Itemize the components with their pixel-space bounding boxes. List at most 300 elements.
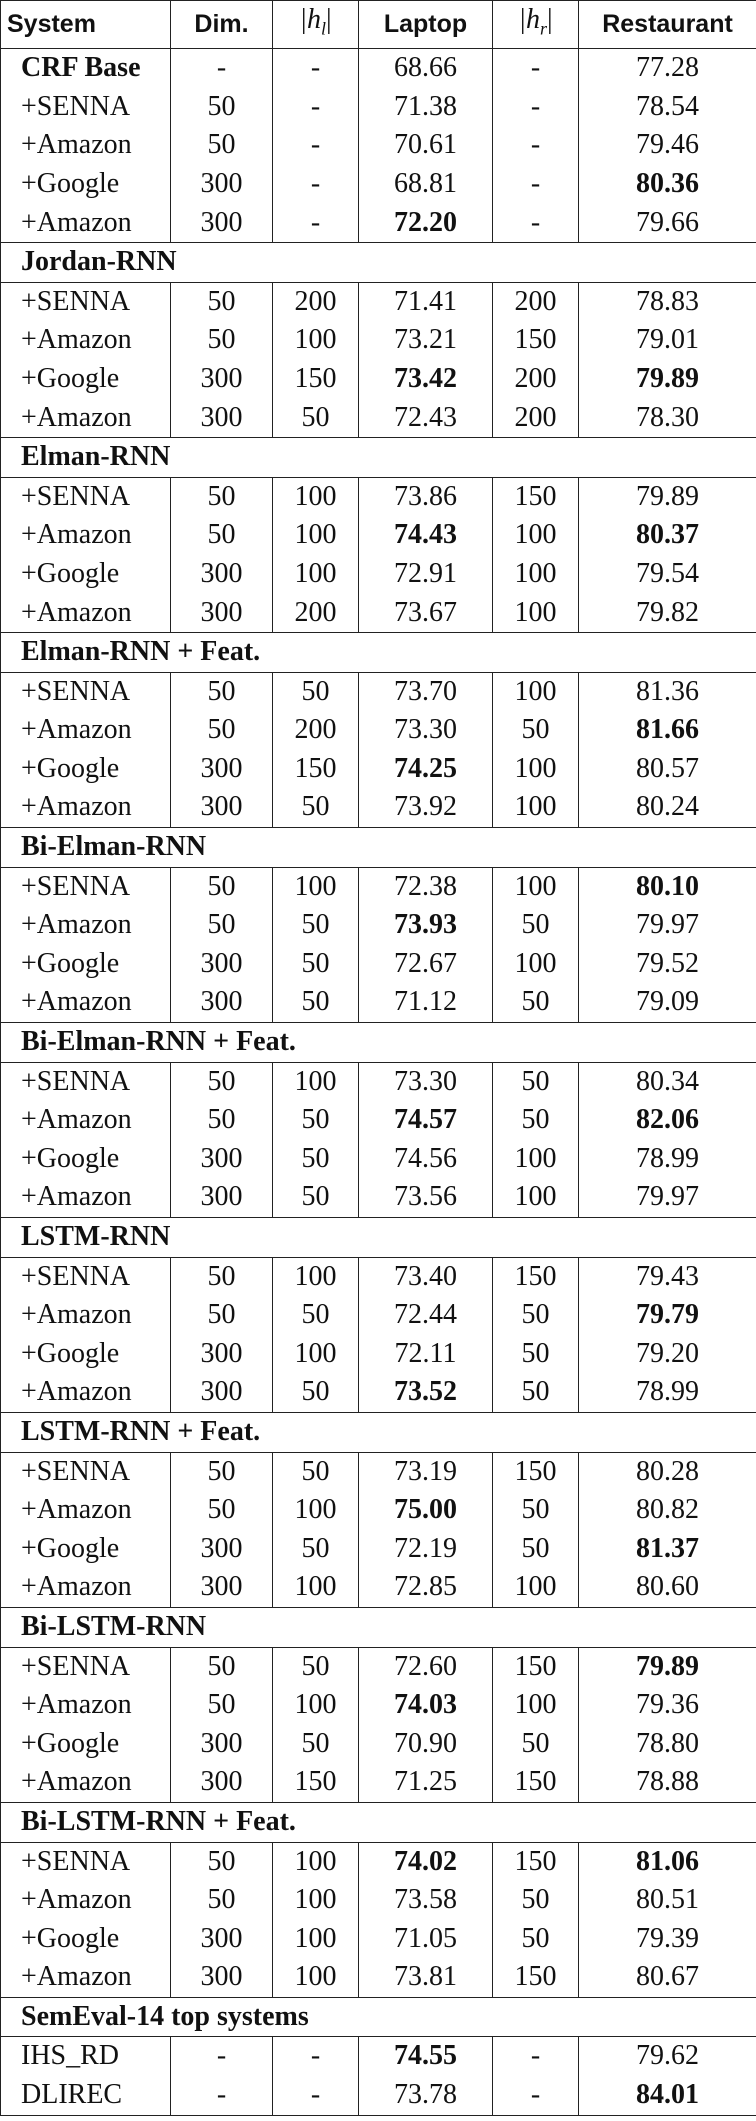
cell-hr: 50 [493, 1373, 579, 1412]
cell-laptop: 72.67 [359, 945, 493, 984]
cell-laptop: 72.91 [359, 555, 493, 594]
cell-restaurant: 79.66 [579, 204, 756, 243]
cell-dim: 300 [171, 1763, 273, 1802]
cell-laptop: 71.12 [359, 983, 493, 1022]
cell-hr: 150 [493, 1257, 579, 1296]
cell-system: +Amazon [1, 204, 171, 243]
cell-restaurant: 80.82 [579, 1491, 756, 1530]
cell-laptop: 72.85 [359, 1568, 493, 1607]
cell-hr: 100 [493, 1140, 579, 1179]
table-row [1, 2076, 756, 2115]
cell-dim: 300 [171, 555, 273, 594]
cell-restaurant: 80.10 [579, 867, 756, 906]
cell-dim: 50 [171, 1296, 273, 1335]
cell-laptop: 74.56 [359, 1140, 493, 1179]
cell-hl: 100 [273, 477, 359, 516]
cell-hl: 100 [273, 1568, 359, 1607]
cell-dim: 50 [171, 1647, 273, 1686]
cell-system: DLIREC [1, 2076, 171, 2115]
cell-hl: - [273, 88, 359, 127]
cell-laptop: 71.25 [359, 1763, 493, 1802]
cell-dim: 50 [171, 906, 273, 945]
cell-restaurant: 78.88 [579, 1763, 756, 1802]
cell-restaurant: 79.97 [579, 1178, 756, 1217]
cell-restaurant: 79.97 [579, 906, 756, 945]
cell-restaurant: 80.57 [579, 750, 756, 789]
cell-restaurant: 79.36 [579, 1686, 756, 1725]
table-body [1, 49, 756, 2115]
cell-system: +Google [1, 165, 171, 204]
cell-restaurant: 79.89 [579, 477, 756, 516]
crf-base-dim: - [171, 49, 273, 88]
table-row [1, 711, 756, 750]
cell-system: +Google [1, 750, 171, 789]
cell-laptop: 73.58 [359, 1881, 493, 1920]
cell-laptop: 73.40 [359, 1257, 493, 1296]
cell-dim: 300 [171, 1530, 273, 1569]
cell-dim: 300 [171, 1373, 273, 1412]
cell-restaurant: 78.83 [579, 282, 756, 321]
cell-system: +SENNA [1, 1647, 171, 1686]
cell-system: +Google [1, 360, 171, 399]
cell-hr: - [493, 2037, 579, 2076]
cell-dim: 50 [171, 1452, 273, 1491]
cell-hr: 50 [493, 711, 579, 750]
cell-restaurant: 79.54 [579, 555, 756, 594]
cell-laptop: 73.70 [359, 672, 493, 711]
group-header-row [1, 1023, 756, 1063]
cell-hl: 50 [273, 983, 359, 1022]
cell-hl: - [273, 2076, 359, 2115]
group-header-row [1, 438, 756, 478]
cell-hr: 100 [493, 867, 579, 906]
cell-system: +Amazon [1, 1373, 171, 1412]
table-row [1, 204, 756, 243]
cell-dim: 300 [171, 750, 273, 789]
cell-laptop: 70.61 [359, 126, 493, 165]
header-row [1, 1, 756, 49]
table-row [1, 165, 756, 204]
cell-dim: 300 [171, 165, 273, 204]
cell-laptop: 74.55 [359, 2037, 493, 2076]
cell-hr: 150 [493, 1452, 579, 1491]
cell-dim: 50 [171, 1686, 273, 1725]
cell-system: +SENNA [1, 1452, 171, 1491]
header-hl-sub: l [321, 18, 327, 39]
cell-laptop: 72.19 [359, 1530, 493, 1569]
cell-dim: 300 [171, 983, 273, 1022]
table-row [1, 672, 756, 711]
cell-hl: - [273, 2037, 359, 2076]
table-row [1, 1881, 756, 1920]
header-hr [493, 1, 579, 49]
cell-laptop: 72.44 [359, 1296, 493, 1335]
cell-hr: 100 [493, 594, 579, 633]
cell-dim: 300 [171, 1568, 273, 1607]
table-row [1, 555, 756, 594]
table-row [1, 594, 756, 633]
group-header-row [1, 1218, 756, 1258]
table-row [1, 983, 756, 1022]
cell-system: IHS_RD [1, 2037, 171, 2076]
cell-system: +Google [1, 945, 171, 984]
header-hl-close: | [326, 4, 332, 35]
cell-restaurant: 79.09 [579, 983, 756, 1022]
cell-hl: 200 [273, 282, 359, 321]
group-title: Bi-Elman-RNN + Feat. [1, 1023, 756, 1063]
cell-hl: 50 [273, 788, 359, 827]
cell-hl: 100 [273, 1335, 359, 1374]
group-header-row [1, 243, 756, 283]
cell-system: +SENNA [1, 1062, 171, 1101]
table-row [1, 1842, 756, 1881]
table-row [1, 1920, 756, 1959]
cell-hl: 50 [273, 1373, 359, 1412]
cell-system: +Amazon [1, 1568, 171, 1607]
group-header-row [1, 1997, 756, 2037]
header-hr-base: |h [518, 4, 541, 35]
cell-hr: - [493, 204, 579, 243]
cell-hl: 150 [273, 750, 359, 789]
cell-system: +Amazon [1, 516, 171, 555]
cell-hr: - [493, 88, 579, 127]
group-header-row [1, 828, 756, 868]
cell-hr: 100 [493, 1178, 579, 1217]
cell-laptop: 73.67 [359, 594, 493, 633]
cell-system: +Amazon [1, 1296, 171, 1335]
cell-hr: - [493, 126, 579, 165]
cell-dim: 300 [171, 399, 273, 438]
table-row [1, 360, 756, 399]
cell-restaurant: 82.06 [579, 1101, 756, 1140]
group-title: SemEval-14 top systems [1, 1997, 756, 2037]
cell-hl: 50 [273, 1530, 359, 1569]
cell-restaurant: 79.89 [579, 360, 756, 399]
group-title: Jordan-RNN [1, 243, 756, 283]
cell-restaurant: 79.20 [579, 1335, 756, 1374]
cell-laptop: 72.11 [359, 1335, 493, 1374]
cell-hr: 100 [493, 1686, 579, 1725]
cell-system: +SENNA [1, 88, 171, 127]
cell-restaurant: 81.06 [579, 1842, 756, 1881]
cell-restaurant: 81.66 [579, 711, 756, 750]
header-hr-close: | [547, 4, 553, 35]
cell-hl: 100 [273, 1686, 359, 1725]
cell-hr: 100 [493, 750, 579, 789]
cell-hl: 50 [273, 1178, 359, 1217]
cell-dim: 300 [171, 594, 273, 633]
cell-restaurant: 80.36 [579, 165, 756, 204]
cell-hl: 50 [273, 945, 359, 984]
crf-base-label: CRF Base [1, 49, 171, 88]
cell-restaurant: 79.62 [579, 2037, 756, 2076]
crf-base-hr: - [493, 49, 579, 88]
cell-dim: 50 [171, 321, 273, 360]
cell-hr: 150 [493, 321, 579, 360]
cell-hr: 200 [493, 399, 579, 438]
cell-hr: 50 [493, 1296, 579, 1335]
cell-laptop: 74.43 [359, 516, 493, 555]
cell-restaurant: 80.28 [579, 1452, 756, 1491]
cell-system: +Google [1, 1335, 171, 1374]
cell-laptop: 71.05 [359, 1920, 493, 1959]
cell-system: +Google [1, 1140, 171, 1179]
cell-restaurant: 79.46 [579, 126, 756, 165]
group-header-row [1, 633, 756, 673]
cell-dim: 300 [171, 360, 273, 399]
cell-hl: - [273, 204, 359, 243]
cell-hl: 150 [273, 360, 359, 399]
cell-laptop: 73.93 [359, 906, 493, 945]
table-row [1, 282, 756, 321]
table-row [1, 2037, 756, 2076]
group-header-row [1, 1802, 756, 1842]
cell-system: +Google [1, 1530, 171, 1569]
cell-restaurant: 79.43 [579, 1257, 756, 1296]
cell-restaurant: 81.36 [579, 672, 756, 711]
cell-restaurant: 79.79 [579, 1296, 756, 1335]
cell-system: +Amazon [1, 906, 171, 945]
cell-hl: 100 [273, 1842, 359, 1881]
cell-system: +SENNA [1, 1257, 171, 1296]
group-title: LSTM-RNN [1, 1218, 756, 1258]
cell-hl: 50 [273, 1647, 359, 1686]
group-title: Elman-RNN + Feat. [1, 633, 756, 673]
cell-hl: 50 [273, 1725, 359, 1764]
cell-laptop: 71.41 [359, 282, 493, 321]
cell-hr: - [493, 2076, 579, 2115]
cell-laptop: 75.00 [359, 1491, 493, 1530]
cell-laptop: 74.02 [359, 1842, 493, 1881]
header-hl-base: |h [299, 4, 322, 35]
cell-dim: - [171, 2037, 273, 2076]
cell-dim: 50 [171, 711, 273, 750]
cell-dim: 50 [171, 1062, 273, 1101]
group-header-row [1, 1412, 756, 1452]
cell-restaurant: 79.01 [579, 321, 756, 360]
cell-laptop: 72.20 [359, 204, 493, 243]
cell-laptop: 73.78 [359, 2076, 493, 2115]
cell-hl: 100 [273, 1257, 359, 1296]
crf-base-hl: - [273, 49, 359, 88]
cell-hl: 50 [273, 399, 359, 438]
cell-hl: - [273, 126, 359, 165]
cell-dim: 50 [171, 88, 273, 127]
header-hr-sub: r [540, 18, 548, 39]
cell-laptop: 71.38 [359, 88, 493, 127]
cell-laptop: 72.38 [359, 867, 493, 906]
cell-dim: 50 [171, 126, 273, 165]
cell-dim: 300 [171, 1958, 273, 1997]
cell-laptop: 73.92 [359, 788, 493, 827]
cell-hl: 50 [273, 1101, 359, 1140]
cell-system: +Amazon [1, 321, 171, 360]
cell-hr: 100 [493, 516, 579, 555]
cell-hr: 150 [493, 1763, 579, 1802]
cell-restaurant: 80.34 [579, 1062, 756, 1101]
crf-base-restaurant: 77.28 [579, 49, 756, 88]
table-row [1, 1335, 756, 1374]
table-row [1, 88, 756, 127]
cell-laptop: 73.19 [359, 1452, 493, 1491]
cell-laptop: 74.03 [359, 1686, 493, 1725]
cell-hr: 100 [493, 1568, 579, 1607]
table-row [1, 1568, 756, 1607]
group-title: Bi-LSTM-RNN [1, 1607, 756, 1647]
header-system: System [1, 1, 171, 49]
cell-hr: 50 [493, 1530, 579, 1569]
cell-hl: 100 [273, 1958, 359, 1997]
cell-restaurant: 78.30 [579, 399, 756, 438]
cell-dim: 50 [171, 1881, 273, 1920]
crf-base-row [1, 49, 756, 88]
cell-hl: 50 [273, 906, 359, 945]
cell-system: +Amazon [1, 594, 171, 633]
cell-dim: 300 [171, 945, 273, 984]
cell-hr: 150 [493, 1647, 579, 1686]
cell-laptop: 74.57 [359, 1101, 493, 1140]
cell-hr: 100 [493, 788, 579, 827]
cell-restaurant: 79.52 [579, 945, 756, 984]
cell-hl: 100 [273, 1062, 359, 1101]
cell-laptop: 73.86 [359, 477, 493, 516]
cell-hl: 200 [273, 711, 359, 750]
cell-laptop: 74.25 [359, 750, 493, 789]
cell-hl: 150 [273, 1763, 359, 1802]
cell-laptop: 68.81 [359, 165, 493, 204]
cell-hl: 50 [273, 1140, 359, 1179]
cell-dim: 50 [171, 282, 273, 321]
cell-dim: 300 [171, 1335, 273, 1374]
cell-hr: 100 [493, 672, 579, 711]
cell-system: +Amazon [1, 711, 171, 750]
cell-restaurant: 81.37 [579, 1530, 756, 1569]
table-row [1, 321, 756, 360]
cell-restaurant: 78.99 [579, 1140, 756, 1179]
header-restaurant: Restaurant [579, 1, 756, 49]
cell-hl: 100 [273, 867, 359, 906]
table-row [1, 1725, 756, 1764]
cell-restaurant: 80.60 [579, 1568, 756, 1607]
table-header [1, 1, 756, 49]
table-row [1, 906, 756, 945]
table-row [1, 1452, 756, 1491]
crf-base-laptop: 68.66 [359, 49, 493, 88]
cell-restaurant: 79.89 [579, 1647, 756, 1686]
cell-system: +Amazon [1, 1101, 171, 1140]
cell-dim: 300 [171, 1178, 273, 1217]
cell-laptop: 73.52 [359, 1373, 493, 1412]
cell-restaurant: 80.51 [579, 1881, 756, 1920]
table-row [1, 477, 756, 516]
cell-laptop: 72.43 [359, 399, 493, 438]
cell-hl: 50 [273, 672, 359, 711]
table-row [1, 1686, 756, 1725]
table-row [1, 1178, 756, 1217]
cell-system: +Amazon [1, 1178, 171, 1217]
table-row [1, 750, 756, 789]
table-row [1, 1062, 756, 1101]
group-title: LSTM-RNN + Feat. [1, 1412, 756, 1452]
cell-system: +Amazon [1, 1763, 171, 1802]
table-row [1, 1647, 756, 1686]
cell-laptop: 73.56 [359, 1178, 493, 1217]
cell-dim: 300 [171, 1140, 273, 1179]
cell-hl: - [273, 165, 359, 204]
cell-system: +Google [1, 1920, 171, 1959]
cell-system: +Amazon [1, 1491, 171, 1530]
cell-hl: 200 [273, 594, 359, 633]
cell-hr: - [493, 165, 579, 204]
cell-system: +Amazon [1, 1686, 171, 1725]
cell-system: +Amazon [1, 399, 171, 438]
cell-hr: 50 [493, 1335, 579, 1374]
cell-hr: 100 [493, 555, 579, 594]
cell-restaurant: 78.99 [579, 1373, 756, 1412]
cell-restaurant: 84.01 [579, 2076, 756, 2115]
table-row [1, 399, 756, 438]
cell-hr: 150 [493, 1958, 579, 1997]
group-header-row [1, 1607, 756, 1647]
cell-hl: 100 [273, 555, 359, 594]
table-row [1, 788, 756, 827]
cell-dim: 300 [171, 1920, 273, 1959]
cell-dim: 300 [171, 788, 273, 827]
cell-hr: 50 [493, 906, 579, 945]
cell-laptop: 73.30 [359, 1062, 493, 1101]
cell-hr: 50 [493, 1491, 579, 1530]
cell-hr: 150 [493, 477, 579, 516]
cell-hr: 50 [493, 1062, 579, 1101]
cell-restaurant: 80.24 [579, 788, 756, 827]
table-row [1, 126, 756, 165]
table-row [1, 1373, 756, 1412]
cell-system: +Amazon [1, 1958, 171, 1997]
header-dim: Dim. [171, 1, 273, 49]
cell-hr: 200 [493, 282, 579, 321]
cell-hl: 100 [273, 516, 359, 555]
table-row [1, 1257, 756, 1296]
cell-restaurant: 78.80 [579, 1725, 756, 1764]
cell-hr: 50 [493, 1881, 579, 1920]
table-row [1, 1101, 756, 1140]
cell-system: +Amazon [1, 126, 171, 165]
cell-hl: 100 [273, 1920, 359, 1959]
cell-system: +SENNA [1, 672, 171, 711]
header-hl [273, 1, 359, 49]
cell-system: +Amazon [1, 983, 171, 1022]
table-row [1, 1530, 756, 1569]
cell-hr: 100 [493, 945, 579, 984]
cell-system: +Google [1, 555, 171, 594]
cell-hl: 50 [273, 1452, 359, 1491]
cell-hl: 100 [273, 321, 359, 360]
cell-system: +SENNA [1, 867, 171, 906]
cell-system: +SENNA [1, 282, 171, 321]
cell-system: +Amazon [1, 1881, 171, 1920]
cell-hr: 50 [493, 983, 579, 1022]
cell-hr: 200 [493, 360, 579, 399]
cell-dim: 50 [171, 1257, 273, 1296]
cell-dim: 50 [171, 672, 273, 711]
group-title: Bi-Elman-RNN [1, 828, 756, 868]
cell-restaurant: 79.82 [579, 594, 756, 633]
table-row [1, 1491, 756, 1530]
table-row [1, 1140, 756, 1179]
cell-dim: 300 [171, 204, 273, 243]
cell-system: +SENNA [1, 1842, 171, 1881]
cell-laptop: 70.90 [359, 1725, 493, 1764]
